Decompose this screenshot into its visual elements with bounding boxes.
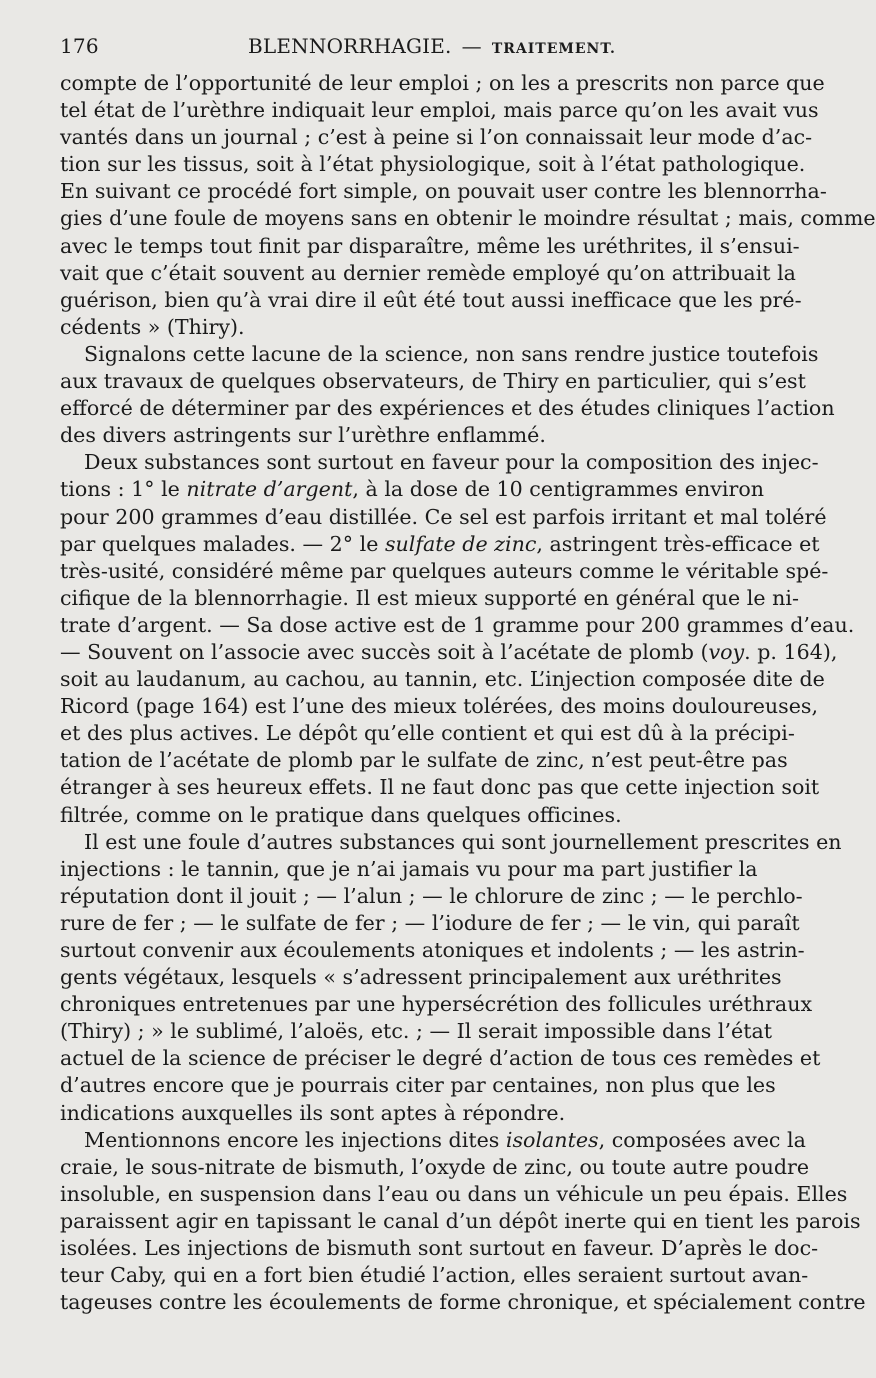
text-line	[60, 1100, 752, 1127]
text-line	[60, 422, 752, 449]
text-run: craie, le sous-nitrate de bismuth, l’oxyde de zinc, ou toute autre poudre	[60, 1154, 810, 1179]
text-line	[60, 937, 805, 964]
text-line	[60, 260, 796, 287]
text-run: teur Caby, qui en a fort bien étudié l’action, elles seraient surtout avan-	[60, 1263, 809, 1288]
text-line	[60, 151, 806, 178]
text-run: très-usité, considéré même par quelques auteurs comme le véritable spé-	[60, 558, 829, 583]
text-line	[60, 910, 800, 937]
text-line	[60, 124, 813, 151]
page-number: 176	[60, 34, 99, 58]
text-line	[60, 178, 827, 205]
text-run: (Thiry) ; » le sublimé, l’aloës, etc. ; — Il serait impossible dans l’état	[60, 1019, 773, 1044]
text-run: cédents » (Thiry).	[60, 314, 245, 339]
text-line	[60, 504, 827, 531]
text-line	[60, 233, 800, 260]
text-run: pour 200 grammes d’eau distillée. Ce sel est parfois irritant et mal toléré	[60, 504, 827, 529]
italic-term: sulfate de zinc	[384, 531, 537, 556]
text-line	[60, 287, 802, 314]
text-run: vait que c’était souvent au dernier remède employé qu’on attribuait la	[60, 260, 796, 285]
text-run: indications auxquelles ils sont aptes à répondre.	[60, 1100, 566, 1125]
text-line	[60, 856, 758, 883]
running-title	[248, 34, 616, 58]
text-run: soit au laudanum, au cachou, au tannin, etc. L’injection composée dite de	[60, 667, 825, 692]
text-line	[60, 991, 813, 1018]
text-run: tation de l’acétate de plomb par le sulfate de zinc, n’est peut-être pas	[60, 748, 788, 773]
text-run: efforcé de déterminer par des expériences et des études cliniques l’action	[60, 396, 835, 421]
italic-term: nitrate d’argent	[186, 477, 353, 502]
text-line	[60, 1235, 819, 1262]
text-run: En suivant ce procédé fort simple, on pouvait user contre les blennorrha-	[60, 179, 827, 204]
text-run: vantés dans un journal ; c’est à peine si l’on connaissait leur mode d’ac-	[60, 125, 813, 150]
text-line	[60, 774, 820, 801]
text-line	[60, 639, 838, 666]
text-line	[60, 314, 752, 341]
text-run: gents végétaux, lesquels « s’adressent principalement aux uréthrites	[60, 965, 782, 990]
text-line	[60, 476, 764, 503]
text-line	[60, 612, 855, 639]
text-run: aux travaux de quelques observateurs, de Thiry en particulier, qui s’est	[60, 369, 806, 394]
text-run: insoluble, en suspension dans l’eau ou dans un véhicule un peu épais. Elles	[60, 1181, 848, 1206]
text-run: Mentionnons encore les injections dites	[84, 1127, 506, 1152]
text-run: tageuses contre les écoulements de forme chronique, et spécialement contre	[60, 1290, 866, 1315]
text-line	[60, 70, 825, 97]
text-run: d’autres encore que je pourrais citer par centaines, non plus que les	[60, 1073, 776, 1098]
text-run: chroniques entretenues par une hypersécrétion des follicules uréthraux	[60, 992, 813, 1017]
text-run: Il est une foule d’autres substances qui sont journellement prescrites en	[84, 829, 842, 854]
text-line	[60, 1018, 773, 1045]
text-line	[60, 829, 842, 856]
text-line	[60, 964, 782, 991]
text-run: réputation dont il jouit ; — l’alun ; — le chlorure de zinc ; — le perchlo-	[60, 883, 803, 908]
text-run: tions : 1° le	[60, 477, 187, 502]
text-run: guérison, bien qu’à vrai dire il eût été tout aussi inefficace que les pré-	[60, 287, 802, 312]
text-run: . p. 164),	[744, 639, 838, 664]
text-run: compte de l’opportunité de leur emploi ; on les a prescrits non parce que	[60, 71, 825, 95]
text-run: filtrée, comme on le pratique dans quelques officines.	[60, 802, 622, 827]
text-line	[60, 368, 806, 395]
running-title-sub: TRAITEMENT.	[491, 41, 616, 57]
text-line	[60, 1127, 806, 1154]
italic-term: voy	[708, 639, 745, 664]
text-run: — Souvent on l’associe avec succès soit à l’acétate de plomb (	[60, 639, 709, 664]
running-title-main: BLENNORRHAGIE.	[248, 34, 452, 58]
text-line	[60, 558, 829, 585]
text-run: étranger à ses heureux effets. Il ne faut donc pas que cette injection soit	[60, 775, 820, 800]
text-line	[60, 883, 803, 910]
text-line	[60, 585, 799, 612]
text-run: , composées avec la	[598, 1127, 806, 1152]
text-run: surtout convenir aux écoulements atoniques et indolents ; — les astrin-	[60, 938, 805, 962]
text-run: injections : le tannin, que je n’ai jamais vu pour ma part justifier la	[60, 856, 758, 881]
text-line	[60, 1154, 810, 1181]
text-run: , à la dose de 10 centigrammes environ	[352, 477, 764, 502]
text-line	[60, 693, 819, 720]
text-line	[60, 1045, 821, 1072]
text-line	[60, 1289, 866, 1316]
text-line	[60, 449, 819, 476]
text-line	[60, 666, 825, 693]
text-run: avec le temps tout finit par disparaître, même les uréthrites, il s’ensui-	[60, 233, 800, 258]
text-run: Signalons cette lacune de la science, non sans rendre justice toutefois	[84, 341, 819, 366]
text-line	[60, 395, 835, 422]
text-run: gies d’une foule de moyens sans en obtenir le moindre résultat ; mais, comme	[60, 206, 876, 231]
text-run: par quelques malades. — 2° le	[60, 531, 385, 556]
text-run: , astringent très-efficace et	[536, 531, 820, 556]
body-text	[60, 70, 876, 1316]
text-line	[60, 205, 876, 232]
text-line	[60, 1262, 809, 1289]
text-line	[60, 341, 819, 368]
text-run: actuel de la science de préciser le degré d’action de tous ces remèdes et	[60, 1046, 821, 1071]
text-line	[60, 1072, 776, 1099]
text-line	[60, 97, 819, 124]
text-run: paraissent agir en tapissant le canal d’un dépôt inerte qui en tient les parois	[60, 1208, 861, 1233]
running-header	[60, 34, 752, 64]
text-line	[60, 747, 788, 774]
text-run: Deux substances sont surtout en faveur pour la composition des injec-	[84, 450, 819, 475]
text-line	[60, 720, 795, 747]
text-run: cifique de la blennorrhagie. Il est mieux supporté en général que le ni-	[60, 585, 799, 610]
text-line	[60, 1181, 848, 1208]
text-run: et des plus actives. Le dépôt qu’elle contient et qui est dû à la précipi-	[60, 721, 795, 746]
text-run: isolées. Les injections de bismuth sont surtout en faveur. D’après le doc-	[60, 1236, 819, 1261]
text-run: trate d’argent. — Sa dose active est de 1 gramme pour 200 grammes d’eau.	[60, 612, 855, 637]
italic-term: isolantes	[505, 1127, 599, 1152]
text-run: rure de fer ; — le sulfate de fer ; — l’iodure de fer ; — le vin, qui paraît	[60, 910, 800, 935]
text-line	[60, 802, 752, 829]
text-run: tion sur les tissus, soit à l’état physiologique, soit à l’état pathologique.	[60, 152, 806, 177]
running-title-dash: —	[461, 34, 482, 58]
text-line	[60, 1208, 861, 1235]
text-run: tel état de l’urèthre indiquait leur emploi, mais parce qu’on les avait vus	[60, 98, 819, 123]
text-run: des divers astringents sur l’urèthre enflammé.	[60, 423, 546, 448]
text-run: Ricord (page 164) est l’une des mieux tolérées, des moins douloureuses,	[60, 694, 819, 719]
text-line	[60, 531, 820, 558]
